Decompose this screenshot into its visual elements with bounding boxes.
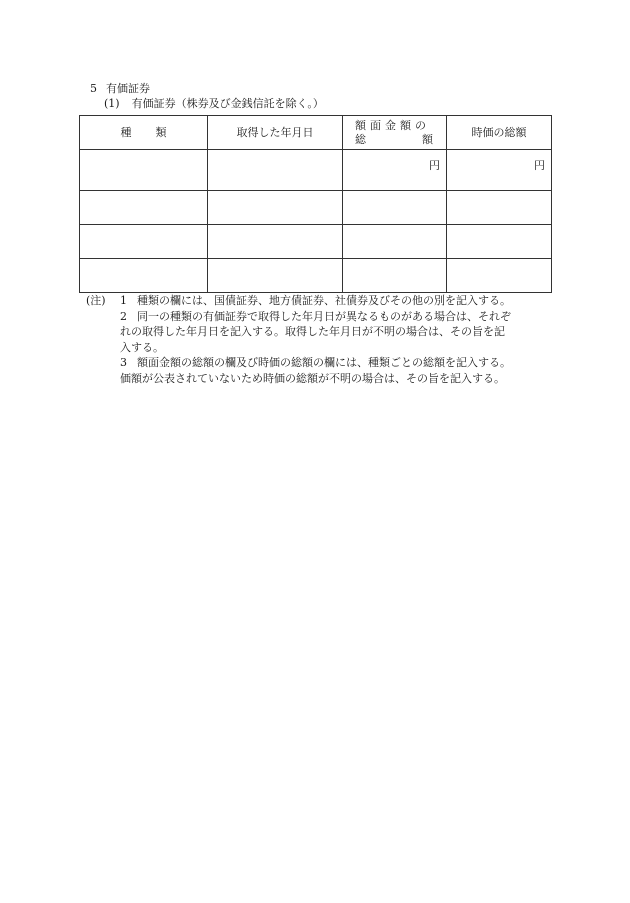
header-kind-label: 種類 <box>120 125 191 139</box>
notes-label: (注) <box>86 294 106 307</box>
cell-kind[interactable] <box>80 259 208 293</box>
cell-face-value[interactable] <box>343 191 447 225</box>
header-market-value-label: 時価の総額 <box>471 125 527 139</box>
note-line: 価額が公表されていないため時価の総額が不明の場合は、その旨を記入する。 <box>120 371 505 385</box>
cell-market-value[interactable] <box>447 259 552 293</box>
yen-unit-label: 円 <box>429 159 440 172</box>
note-item-2 <box>120 309 556 356</box>
note-line: 入する。 <box>120 340 164 354</box>
table-row <box>80 259 552 293</box>
cell-kind[interactable] <box>80 191 208 225</box>
section-number: 5 <box>90 82 97 95</box>
header-face-value-line2 <box>355 133 446 147</box>
header-face-value <box>343 116 447 150</box>
header-acquired-date-label: 取得した年月日 <box>236 125 314 139</box>
section-heading <box>90 82 150 96</box>
cell-kind[interactable] <box>80 150 208 191</box>
cell-face-value[interactable] <box>343 150 447 191</box>
cell-kind[interactable] <box>80 225 208 259</box>
cell-acquired-date[interactable] <box>208 225 343 259</box>
note-item-3 <box>120 355 556 386</box>
cell-face-value[interactable] <box>343 225 447 259</box>
note-number: 3 <box>120 356 127 369</box>
header-market-value <box>447 116 552 150</box>
yen-unit-label: 円 <box>534 159 545 172</box>
header-acquired-date <box>208 116 343 150</box>
cell-acquired-date[interactable] <box>208 191 343 225</box>
notes-section <box>86 293 556 386</box>
cell-market-value[interactable] <box>447 225 552 259</box>
subsection-title: 有価証券（株券及び金銭信託を除く。） <box>131 97 324 110</box>
note-line: 額面金額の総額の欄及び時価の総額の欄には、種類ごとの総額を記入する。 <box>137 356 511 369</box>
securities-table <box>79 115 552 293</box>
cell-market-value[interactable] <box>447 191 552 225</box>
note-line: 同一の種類の有価証券で取得した年月日が異なるものがある場合は、それぞ <box>137 309 511 323</box>
cell-market-value[interactable] <box>447 150 552 191</box>
note-number: 1 <box>120 294 127 307</box>
cell-face-value[interactable] <box>343 259 447 293</box>
note-line: 種類の欄には、国債証券、地方債証券、社債券及びその他の別を記入する。 <box>137 294 511 307</box>
table-header-row <box>80 116 552 150</box>
note-item-1 <box>120 293 556 309</box>
header-face-value-line1: 額面金額の <box>355 118 430 132</box>
table-row <box>80 225 552 259</box>
table-row <box>80 150 552 191</box>
cell-acquired-date[interactable] <box>208 150 343 191</box>
header-face-value-line2a: 総 <box>355 132 366 146</box>
table-row <box>80 191 552 225</box>
note-line: れの取得した年月日を記入する。取得した年月日が不明の場合は、その旨を記 <box>120 325 505 338</box>
note-number: 2 <box>120 309 127 323</box>
header-face-value-line2b: 額 <box>422 132 433 146</box>
subsection-heading <box>104 97 324 111</box>
header-kind <box>80 116 208 150</box>
header-face-value-wrap <box>343 119 446 147</box>
cell-acquired-date[interactable] <box>208 259 343 293</box>
section-title: 有価証券 <box>106 82 150 95</box>
subsection-number: (1) <box>104 97 120 110</box>
